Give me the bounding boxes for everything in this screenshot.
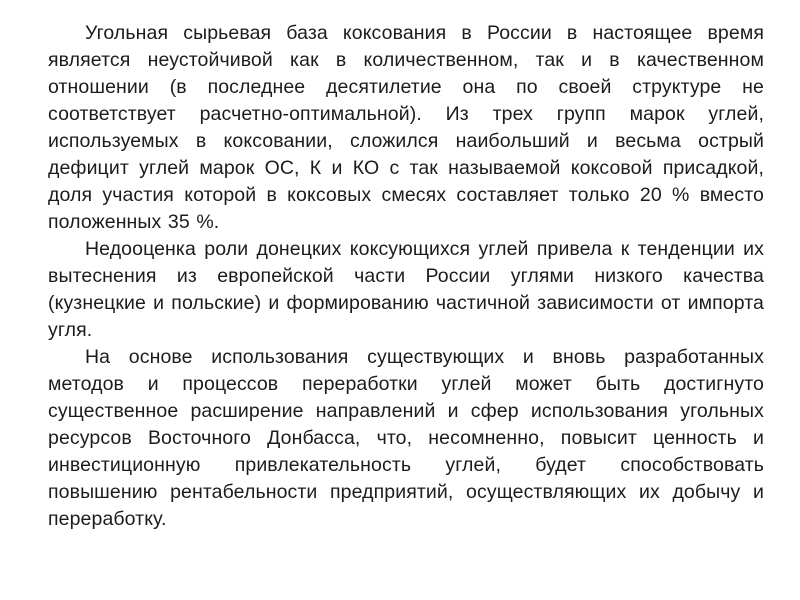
paragraph-east-donbass-prospects: На основе использования существующих и вновь разработанных методов и процессов переработки углей может быть достигнуто существенное расширение направлений и сфер использования угольных ресурсов Восточного Донбасса, что, несомненно, повысит ценность и инвестиционную привлекательность углей, будет способствовать повышению рентабельности предприятий, осуществляющих их добычу и переработку. (48, 346, 764, 530)
paragraph-coking-coal-base: Угольная сырьевая база коксования в России в настоящее время является неустойчивой как в количественном, так и в качественном отношении (в последнее десятилетие она по своей структуре не соответствует расчетно-оптимальной). Из трех групп марок углей, используемых в коксовании, сложился наибольший и весьма острый дефицит углей марок ОС, К и КО с так называемой коксовой присадкой, доля участия которой в коксовых смесях составляет только 20 % вместо положенных 35 %. (48, 22, 764, 233)
paragraph-donetsk-coal-underestimation: Недооценка роли донецких коксующихся углей привела к тенденции их вытеснения из европейской части России углями низкого качества (кузнецкие и польские) и формированию частичной зависимости от импорта угля. (48, 238, 764, 341)
